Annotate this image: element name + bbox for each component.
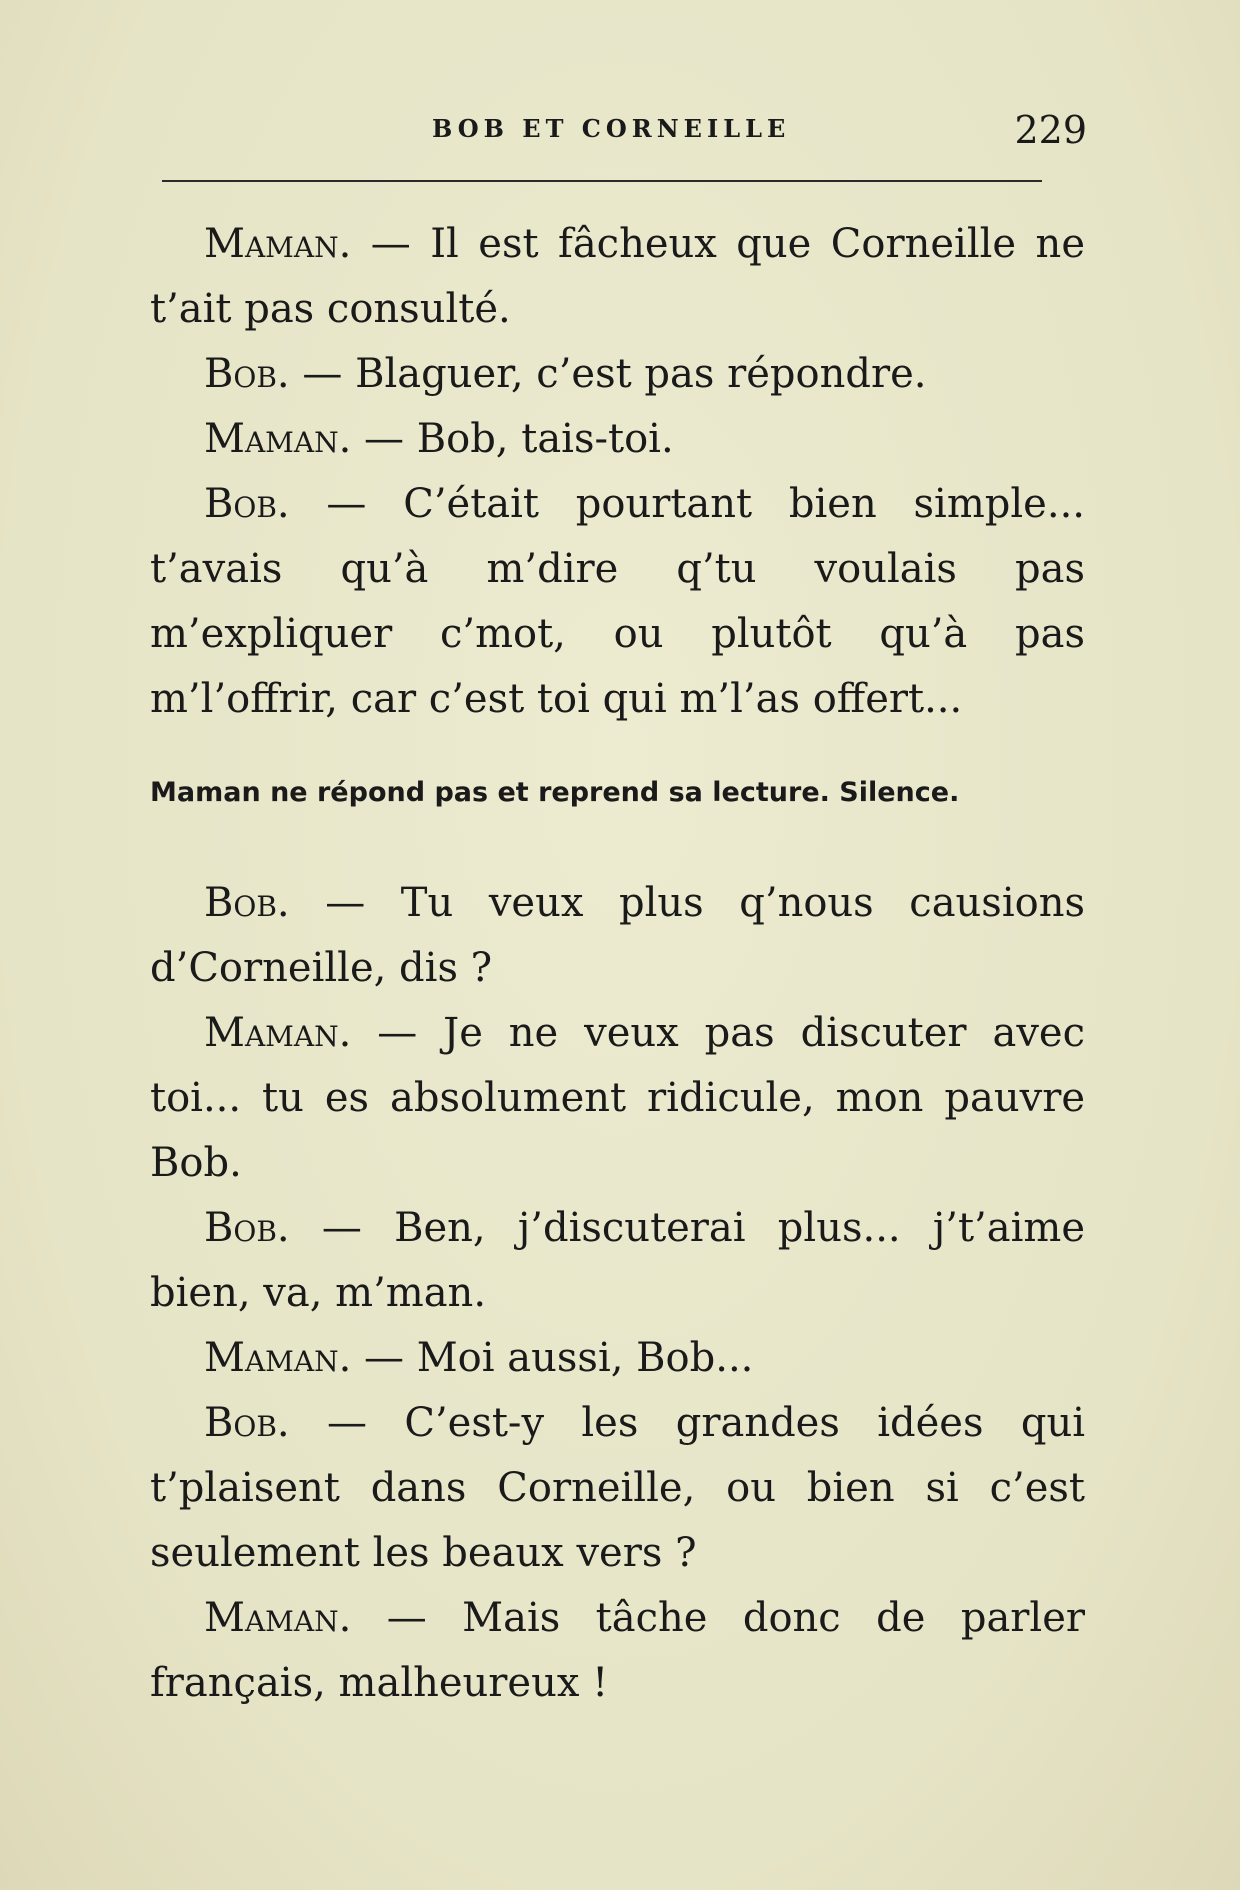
- dialogue-line: [150, 1196, 1085, 1326]
- stage-direction-text: Maman ne répond pas et reprend sa lecture. Silence.: [150, 777, 960, 808]
- dialogue-line: [150, 342, 1085, 407]
- page-number: 229: [1014, 108, 1087, 152]
- speaker-name: Bob.: [204, 1205, 290, 1251]
- dialogue-text: — Blaguer, c’est pas répondre.: [289, 351, 927, 397]
- dialogue-text: — C’est-y les grandes idées qui t’plaisent dans Corneille, ou bien si c’est seulement les beaux vers ?: [150, 1400, 1085, 1576]
- speaker-name: Maman.: [204, 1335, 352, 1381]
- speaker-name: Bob.: [204, 351, 290, 397]
- header-rule: [162, 180, 1042, 182]
- dialogue-text: — Bob, tais-toi.: [351, 416, 674, 462]
- dialogue-text: — C’était pourtant bien simple... t’avais qu’à m’dire q’tu voulais pas m’expliquer c’mot, ou plutôt qu’à pas m’l’offrir, car c’est toi qui m’l’as offert...: [150, 481, 1085, 722]
- dialogue-text: — Tu veux plus q’nous causions d’Corneille, dis ?: [150, 880, 1085, 991]
- stage-direction: [150, 760, 1085, 825]
- speaker-name: Bob.: [204, 1400, 290, 1446]
- dialogue-line: [150, 472, 1085, 732]
- dialogue-text: — Ben, j’discuterai plus... j’t’aime bien, va, m’man.: [150, 1205, 1085, 1316]
- speaker-name: Maman.: [204, 416, 352, 462]
- dialogue-text: — Moi aussi, Bob...: [351, 1335, 754, 1381]
- dialogue-line: [150, 212, 1085, 342]
- speaker-name: Bob.: [204, 481, 290, 527]
- dialogue-text: — Mais tâche donc de parler français, malheureux !: [150, 1595, 1085, 1706]
- speaker-name: Maman.: [204, 1595, 352, 1641]
- running-head: [162, 108, 1087, 158]
- running-title: BOB ET CORNEILLE: [432, 114, 791, 143]
- speaker-name: Maman.: [204, 221, 352, 267]
- dialogue-line: [150, 407, 1085, 472]
- dialogue-line: [150, 1391, 1085, 1586]
- dialogue-line: [150, 1326, 1085, 1391]
- speaker-name: Maman.: [204, 1010, 352, 1056]
- dialogue-line: [150, 1586, 1085, 1716]
- speaker-name: Bob.: [204, 880, 290, 926]
- dialogue-line: [150, 1001, 1085, 1196]
- body-text: [150, 212, 1085, 1716]
- dialogue-text: — Il est fâcheux que Corneille ne t’ait pas consulté.: [150, 221, 1085, 332]
- dialogue-line: [150, 871, 1085, 1001]
- dialogue-text: — Je ne veux pas discuter avec toi... tu es absolument ridicule, mon pauvre Bob.: [150, 1010, 1085, 1186]
